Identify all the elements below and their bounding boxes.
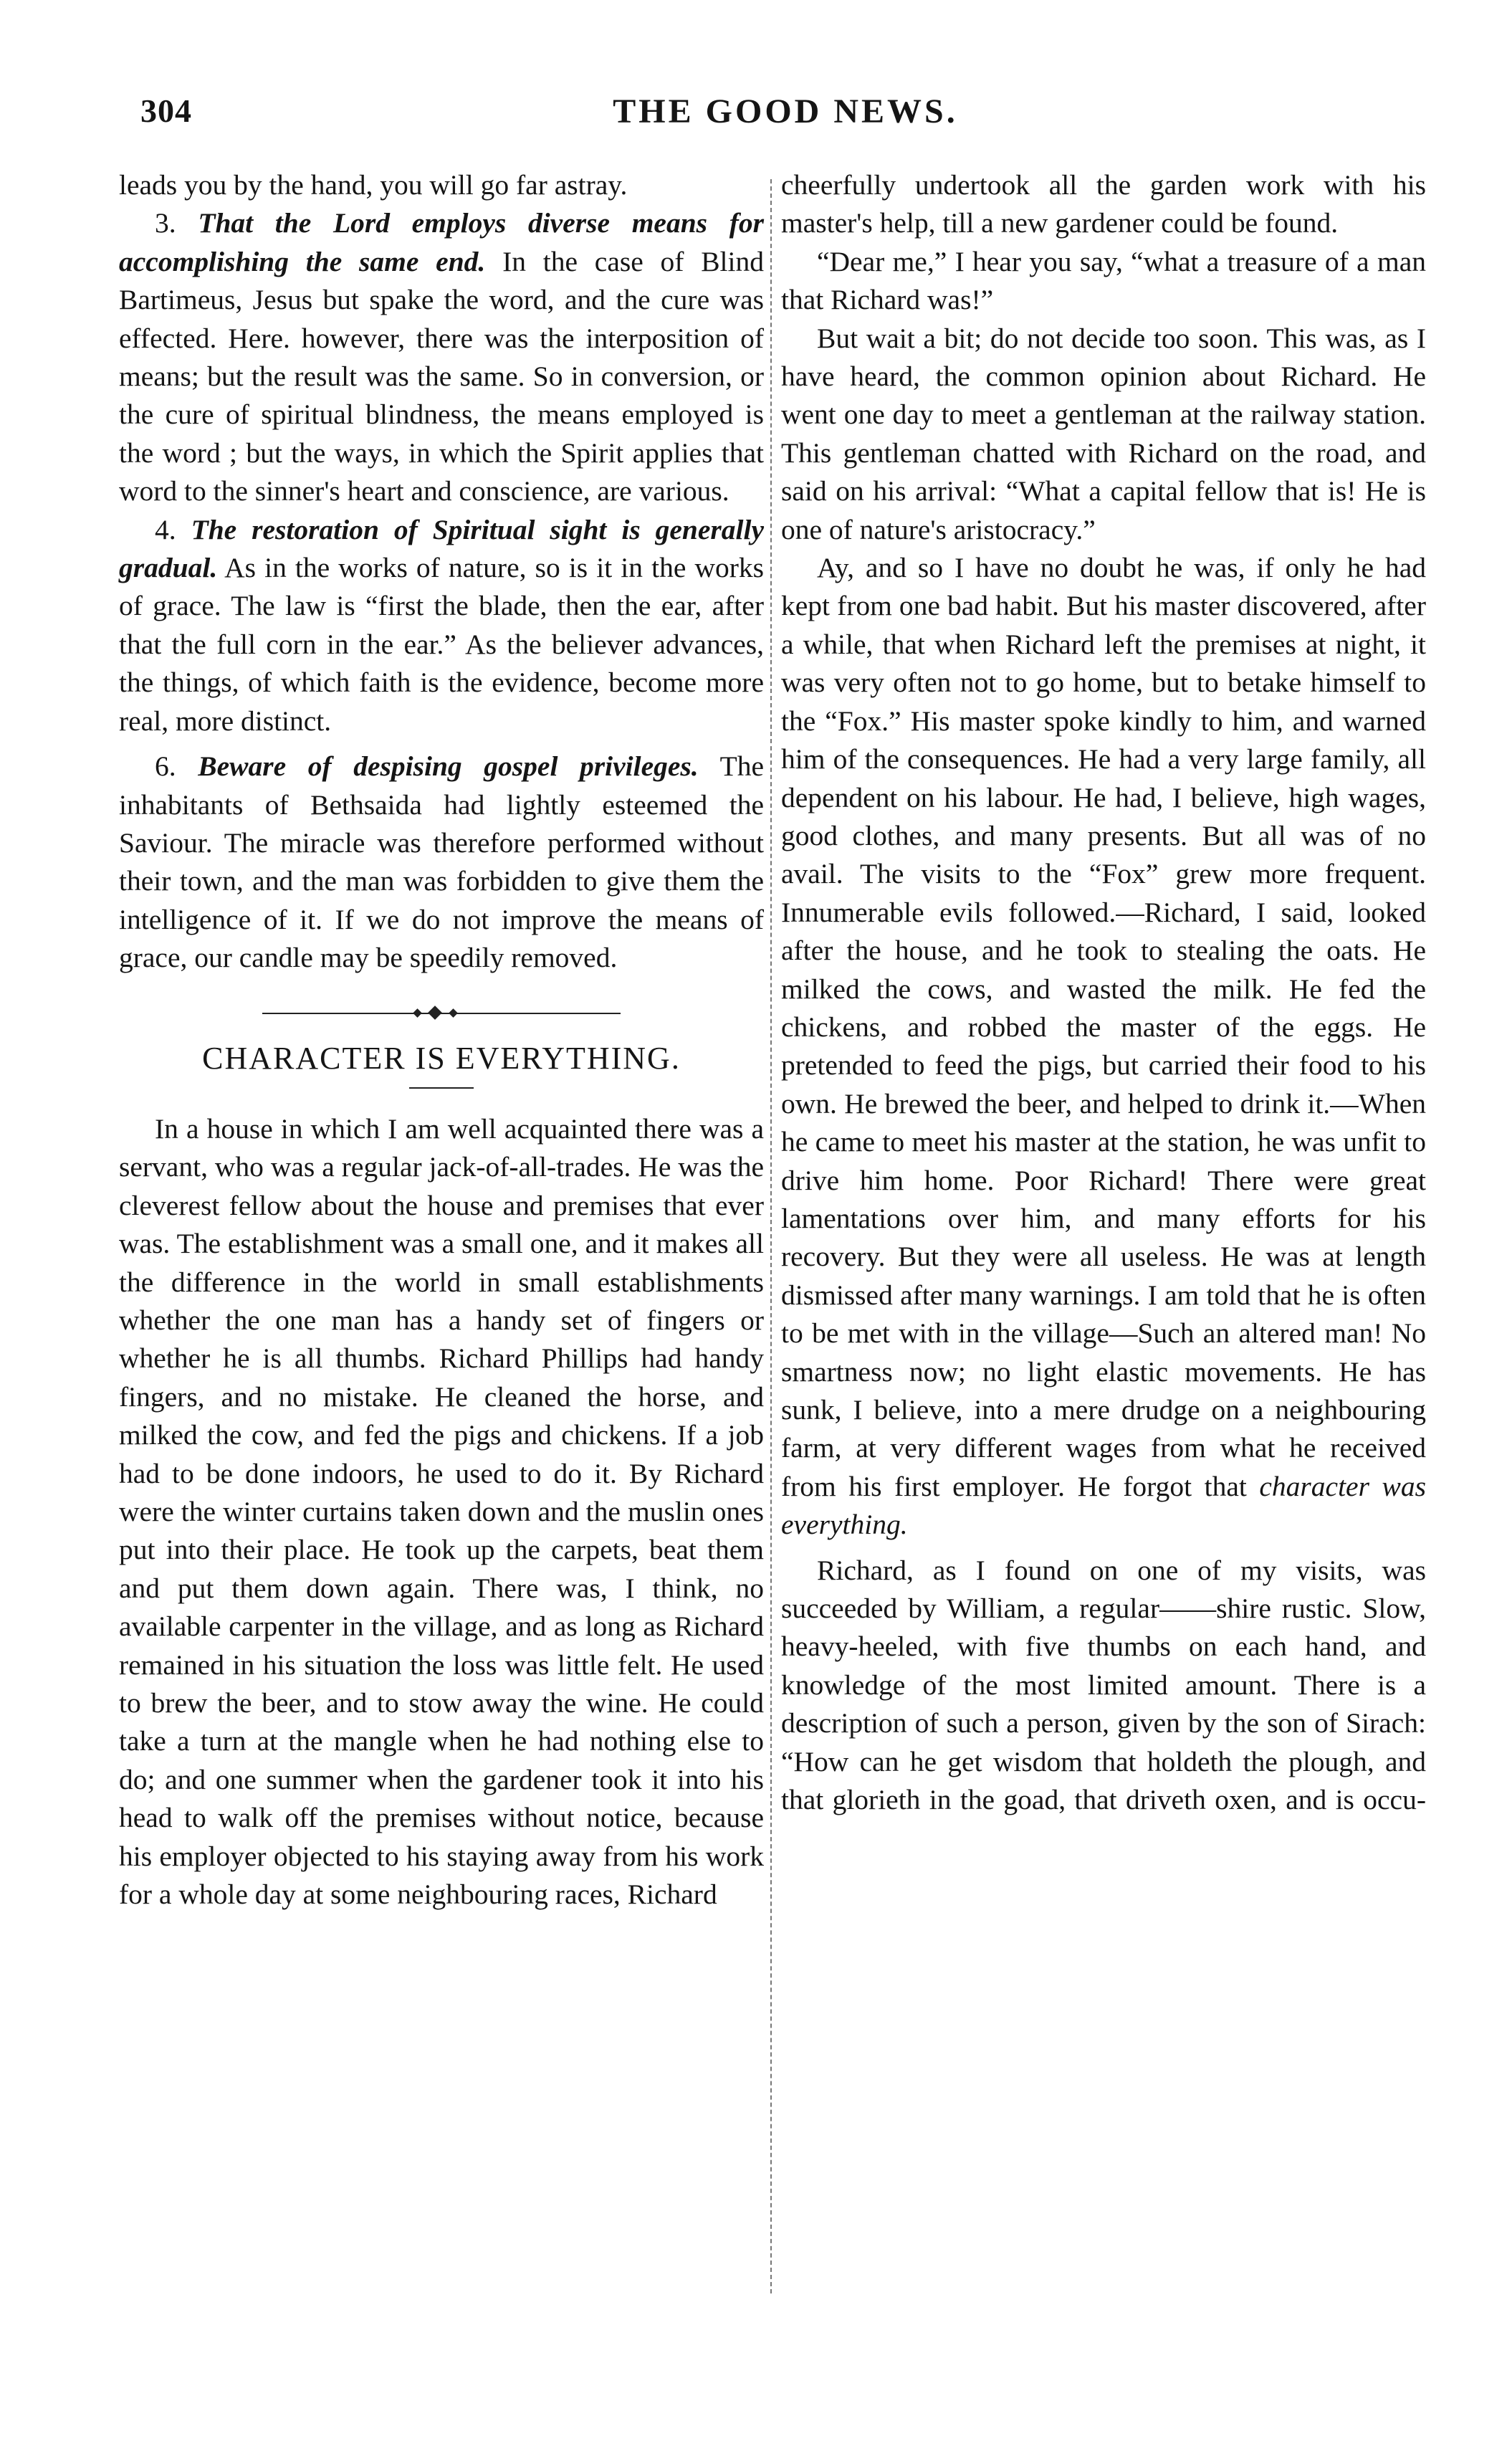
point-4-number: 4. [155, 513, 176, 545]
point-6-number: 6. [155, 750, 176, 783]
story-paragraph-5: Richard, as I found on one of my visits, was succeeded by William, a regular——shire rustic. Slow, heavy-heeled, with five thumbs on each hand, and knowledge of the most limited amount. There is a description of such a person, given by the son of Sirach: “How can he get wisdom that holdeth the plough, and that glorieth in the goad, that driveth oxen, and is occu- [781, 1554, 1426, 1816]
story-paragraph-2: “Dear me,” I hear you say, “what a treasure of a man that Richard was!” [781, 245, 1426, 316]
heading-rule [409, 1087, 474, 1089]
point-6 [119, 748, 764, 977]
point-4-title: The restoration of Spiritual sight is generally gradual. [119, 513, 765, 584]
point-4-body: As in the works of nature, so is it in the works of grace. The law is “first the blade, then the ear, after that the full corn in the ear.” As the believer advances, the things, of which faith is the evidence, become more real, more distinct. [119, 552, 764, 737]
point-6-body: The inhabitants of Bethsaida had lightly esteemed the Saviour. The miracle was therefore performed without their town, and the man was forbidden to give them the intelligence of it. If we do not improve the means of grace, our candle may be speedily removed. [119, 750, 764, 974]
continued-paragraph: leads you by the hand, you will go far astray. [119, 169, 628, 201]
column-divider [770, 179, 772, 2293]
story-paragraph-1: In a house in which I am well acquainted there was a servant, who was a regular jack-of-all-trades. He was the cleverest fellow about the house and premises that ever was. The establishment was a small one, and it makes all the difference in the world in small establishments whether the one man has a handy set of fingers or whether he is all thumbs. Richard Phillips had handy fingers, and no mistake. He cleaned the horse, and milked the cow, and fed the pigs and chickens. If a job had to be done indoors, he used to do it. By Richard were the winter curtains taken down and the muslin ones put into their place. He took up the carpets, beat them and put them down again. There was, I think, no available carpenter in the village, and as long as Richard remained in his situation the loss was little felt. He used to brew the beer, and to stow away the wine. He could take a turn at the mangle when he had nothing else to do; and one summer when the gardener took it into his head to walk off the premises without notice, because his employer objected to his staying away from his work for a whole day at some neighbouring races, Richard [119, 1112, 764, 1911]
page-header [140, 92, 1430, 142]
story-paragraph-4-emphasis: character was everything. [781, 1470, 1426, 1541]
point-3-body: In the case of Blind Bartimeus, Jesus but spake the word, and the cure was effected. Here. however, there was the interposition of means; but the result was the same. So in conversion, or the cure of spiritual blindness, the means employed is the word ; but the ways, in which the Spirit applies that word to the sinner's heart and conscience, are various. [119, 245, 765, 507]
point-3-number: 3. [155, 207, 176, 239]
page-number: 304 [140, 92, 192, 129]
section-ornament [262, 1006, 621, 1021]
story-paragraph-4-body: Ay, and so I have no doubt he was, if only he had kept from one bad habit. But his master discovered, after a while, that when Richard left the premises at night, it was very often not to go home, but to betake himself to the “Fox.” His master spoke kindly to him, and warned him of the consequences. He had a very large family, all dependent on his labour. He had, I believe, high wages, good clothes, and many presents. But all was of no avail. The visits to the “Fox” grew more frequent. Innumerable evils followed.—Richard, I said, looked after the house, and he took to stealing the oats. He milked the cows, and wasted the milk. He fed the chickens, and robbed the master of the eggs. He pretended to feed the pigs, but carried their food to his own. He brewed the beer, and helped to drink it.—When he came to meet his master at the station, he was unfit to drive him home. Poor Richard! There were great lamentations over him, and many efforts for his recovery. But they were all useless. He was at length dismissed after many warnings. I am told that he is often to be met with in the village—Such an altered man! No smartness now; no light elastic movements. He has sunk, I believe, into a mere drudge on a neighbouring farm, at very different wages from what he received from his first employer. He forgot that [781, 552, 1426, 1502]
story-paragraph-3: But wait a bit; do not decide too soon. This was, as I have heard, the common opinion about Richard. He went one day to meet a gentleman at the railway station. This gentleman chatted with Richard on the road, and said on his arrival: “What a capital fellow that is! He is one of nature's aristocracy.” [781, 322, 1426, 545]
story-continuation: cheerfully undertook all the garden work with his master's help, till a new gardener could be found. [781, 169, 1426, 239]
running-title: THE GOOD NEWS. [613, 92, 958, 130]
point-6-title: Beware of despising gospel privileges. [198, 750, 699, 783]
story-paragraph-4 [781, 549, 1426, 1545]
point-4 [119, 511, 764, 740]
point-3 [119, 204, 764, 510]
right-column [781, 166, 1426, 1819]
section-heading: CHARACTER IS EVERYTHING. [202, 1040, 681, 1076]
point-3-title: That the Lord employs diverse means for accomplishing the same end. [119, 207, 764, 277]
left-column [119, 166, 764, 1914]
